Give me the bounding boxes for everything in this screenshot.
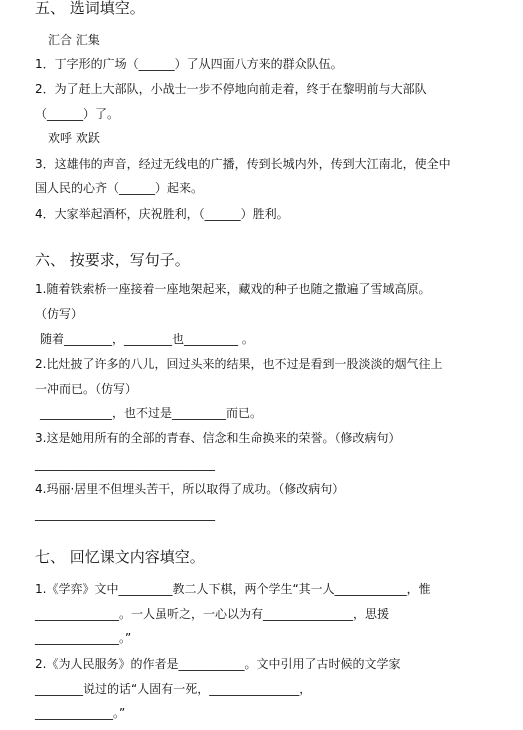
question-6-4-answer-line: ______________________________ [35, 507, 215, 521]
question-5-3-line1: 3．这雄伟的声音，经过无线电的广播，传到长城内外，传到大江南北，使全中 [35, 157, 451, 171]
question-6-1-blank: 随着________，________也_________ 。 [40, 332, 254, 346]
section-6-heading: 六、 按要求，写句子。 [35, 251, 190, 269]
question-6-1-line1: 1.随着铁索桥一座接着一座地架起来，藏戏的种子也随之撒遍了雪域高原。 [35, 282, 431, 296]
word-choices-1: 汇合 汇集 [48, 33, 100, 47]
question-6-3-answer-line: ______________________________ [35, 457, 215, 471]
question-6-2-line1: 2.比灶披了许多的八儿，回过头来的结果，也不过是看到一股淡淡的烟气往上 [35, 357, 443, 371]
question-7-1-line3: ______________。” [35, 631, 132, 645]
question-5-1: 1．丁字形的广场（______）了从四面八方来的群众队伍。 [35, 57, 343, 71]
question-7-1-line2: ______________。一人虽听之，一心以为有_______________，思援 [35, 607, 390, 621]
question-7-2-line3: _____________。” [35, 706, 126, 720]
question-7-1-line1: 1.《学弈》文中_________教二人下棋，两个学生“其一人____________，惟 [35, 582, 431, 596]
question-7-2-line1: 2.《为人民服务》的作者是___________。文中引用了古时候的文学家 [35, 657, 401, 671]
question-6-3: 3.这是她用所有的全部的青春、信念和生命换来的荣誉。（修改病句） [35, 431, 401, 445]
question-6-2-blank: ____________，也不过是_________而已。 [40, 406, 263, 420]
word-choices-2: 欢呼 欢跃 [48, 131, 100, 145]
question-5-3-line2: 国人民的心齐（______）起来。 [35, 181, 204, 195]
question-5-2-line2: （______）了。 [35, 107, 120, 121]
question-6-4: 4.玛丽·居里不但埋头苦干，所以取得了成功。（修改病句） [35, 482, 345, 496]
question-5-2-line1: 2．为了赶上大部队，小战士一步不停地向前走着，终于在黎明前与大部队 [35, 82, 427, 96]
question-6-1-line2: （仿写） [35, 307, 84, 321]
section-5-heading: 五、 选词填空。 [35, 0, 145, 17]
question-5-4: 4．大家举起酒杯，庆祝胜利，（______）胜利。 [35, 207, 289, 221]
question-7-2-line2: ________说过的话“人固有一死，_______________， [35, 682, 312, 696]
question-6-2-line2: 一冲而已。（仿写） [35, 382, 138, 396]
section-7-heading: 七、 回忆课文内容填空。 [35, 548, 205, 566]
